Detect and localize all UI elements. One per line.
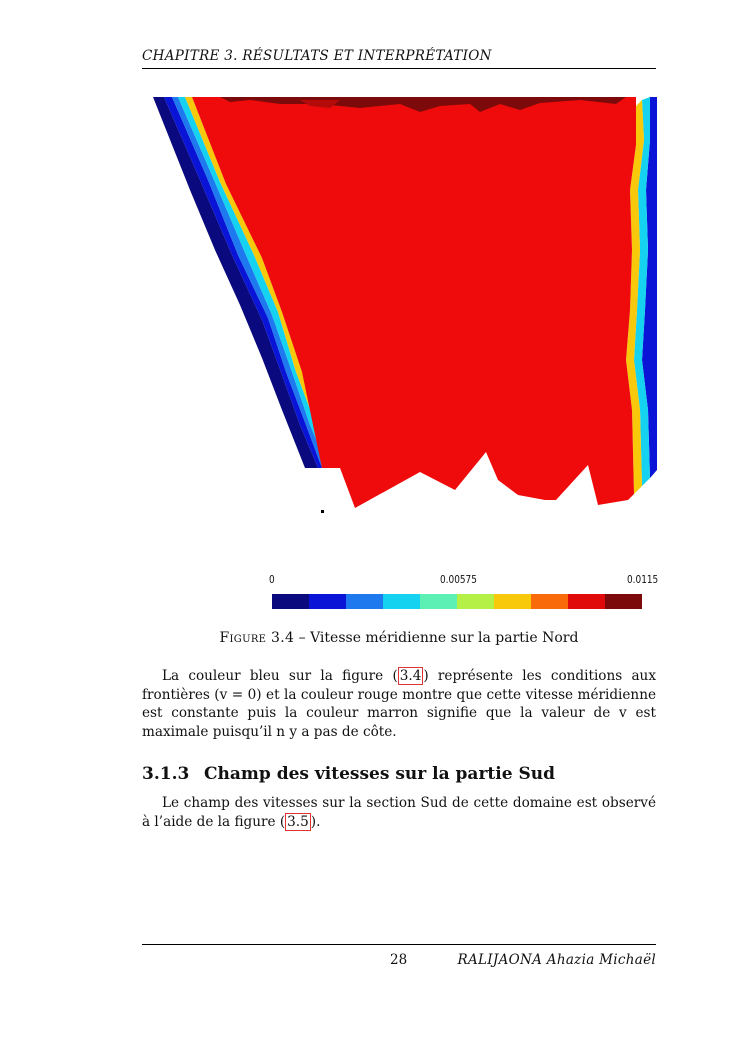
colorbar-swatch: [420, 594, 457, 609]
section-heading: [142, 764, 555, 784]
colorbar-swatch: [346, 594, 383, 609]
colorbar-swatch: [494, 594, 531, 609]
colorbar-swatch: [568, 594, 605, 609]
paragraph-1-text-a: La couleur bleu sur la figure (: [162, 668, 398, 684]
caption-text: – Vitesse méridienne sur la partie Nord: [294, 630, 579, 646]
paragraph-1-text-b: ) représente les conditions aux frontières (v = 0) et la couleur rouge montre que cette vitesse méridienne est constante puis la couleur marron signifie que la valeur de v est maximale puisqu’il n y a pas de côte.: [142, 668, 656, 740]
colorbar-mid-label: 0.00575: [440, 574, 477, 586]
caption-prefix: Figure 3.4: [219, 630, 295, 646]
stray-point: [321, 510, 324, 513]
colorbar-swatch: [272, 594, 309, 609]
colorbar-swatch: [383, 594, 420, 609]
paragraph-2-text-b: ).: [310, 813, 321, 830]
paragraph-1: [142, 667, 656, 741]
figure-reference-link[interactable]: 3.4: [399, 668, 422, 684]
colorbar-swatch: [605, 594, 642, 609]
colorbar: [272, 594, 642, 609]
running-header: CHAPITRE 3. RÉSULTATS ET INTERPRÉTATION: [142, 48, 492, 64]
colorbar-swatch: [309, 594, 346, 609]
page-number: 28: [390, 952, 408, 968]
section-number: 3.1.3: [142, 764, 190, 784]
figure-caption: [142, 630, 656, 646]
paragraph-2-text-a: Le champ des vitesses sur la section Sud de cette domaine est observé à l’aide de la figure (: [142, 795, 656, 830]
figure-reference-link[interactable]: 3.5: [287, 813, 309, 830]
paragraph-2: [142, 794, 656, 831]
section-title: Champ des vitesses sur la partie Sud: [204, 764, 555, 784]
colorbar-swatch: [457, 594, 494, 609]
colorbar-max-label: 0.0115: [627, 574, 659, 586]
footer-author: RALIJAONA Ahazia Michaël: [457, 952, 656, 968]
colorbar-min-label: 0: [269, 574, 275, 586]
colorbar-swatch: [531, 594, 568, 609]
footer-rule: [142, 944, 656, 945]
